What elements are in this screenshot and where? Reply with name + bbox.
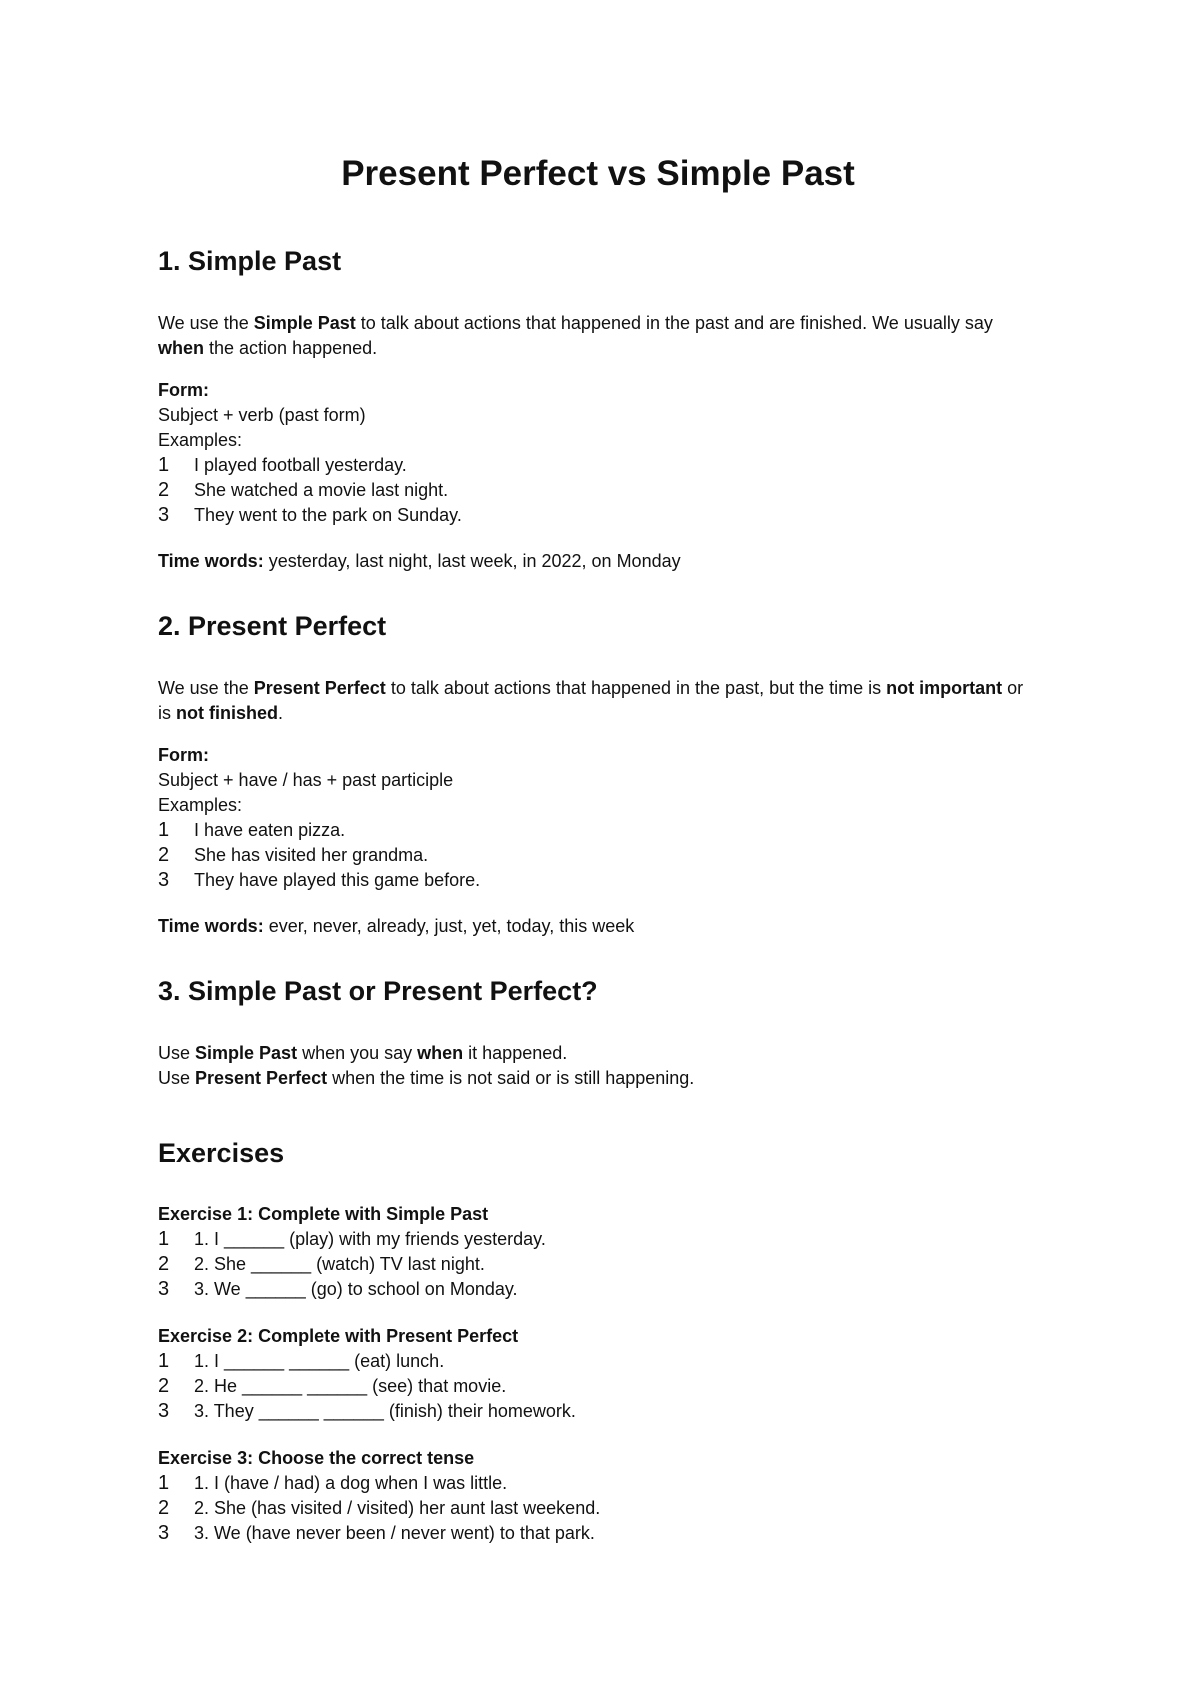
list-item: 2 She has visited her grandma. (158, 844, 429, 866)
section-heading: Exercises (158, 1138, 285, 1168)
list-item: 3 They have played this game before. (158, 869, 481, 891)
rule-line: Use Simple Past when you say when it happened. (158, 1043, 568, 1063)
section-heading: 2. Present Perfect (158, 611, 387, 641)
list-item: 2 She watched a movie last night. (158, 479, 449, 501)
time-words: Time words: yesterday, last night, last week, in 2022, on Monday (158, 551, 681, 571)
exercise-title: Exercise 3: Choose the correct tense (158, 1448, 475, 1468)
examples-label: Examples: (158, 430, 243, 450)
exercise-1 (158, 1202, 1038, 1302)
list-item: 3 They went to the park on Sunday. (158, 504, 462, 526)
rule-line: Use Present Perfect when the time is not said or is still happening. (158, 1068, 695, 1088)
list-item: 1 1. I ______ (play) with my friends yesterday. (158, 1228, 546, 1250)
form-label: Form: (158, 380, 209, 400)
list-item: 3 3. We (have never been / never went) to that park. (158, 1522, 595, 1544)
form-block (158, 743, 1038, 893)
list-item: 2 2. She ______ (watch) TV last night. (158, 1253, 485, 1275)
list-item: 1 1. I (have / had) a dog when I was little. (158, 1472, 508, 1494)
time-words: Time words: ever, never, already, just, yet, today, this week (158, 916, 635, 936)
section-present-perfect (158, 610, 1038, 642)
form-label: Form: (158, 745, 209, 765)
list-item: 3 3. We ______ (go) to school on Monday. (158, 1278, 518, 1300)
page-title: Present Perfect vs Simple Past (341, 154, 855, 193)
section-intro (158, 311, 1038, 361)
exercise-title: Exercise 2: Complete with Present Perfect (158, 1326, 519, 1346)
form-block (158, 378, 1038, 528)
section-heading: 1. Simple Past (158, 246, 342, 276)
section-simple-past (158, 245, 1038, 277)
list-item: 3 3. They ______ ______ (finish) their homework. (158, 1400, 576, 1422)
section-intro (158, 676, 1038, 726)
list-item: 1 I played football yesterday. (158, 454, 407, 476)
section-heading: 3. Simple Past or Present Perfect? (158, 976, 598, 1006)
intro-paragraph: We use the Present Perfect to talk about actions that happened in the past, but the time is not important or is not finished. (158, 678, 1024, 723)
exercise-title: Exercise 1: Complete with Simple Past (158, 1204, 489, 1224)
list-item: 2 2. He ______ ______ (see) that movie. (158, 1375, 507, 1397)
list-item: 1 1. I ______ ______ (eat) lunch. (158, 1350, 445, 1372)
list-item: 1 I have eaten pizza. (158, 819, 346, 841)
exercise-2 (158, 1324, 1038, 1424)
section-exercises (158, 1137, 1038, 1169)
intro-paragraph: We use the Simple Past to talk about actions that happened in the past and are finished. We usually say when the action happened. (158, 313, 993, 358)
exercise-3 (158, 1446, 1038, 1546)
section-comparison (158, 975, 1038, 1007)
list-item: 2 2. She (has visited / visited) her aunt last weekend. (158, 1497, 601, 1519)
examples-label: Examples: (158, 795, 243, 815)
comparison-lines (158, 1041, 1038, 1091)
form-structure: Subject + have / has + past participle (158, 770, 454, 790)
form-structure: Subject + verb (past form) (158, 405, 366, 425)
